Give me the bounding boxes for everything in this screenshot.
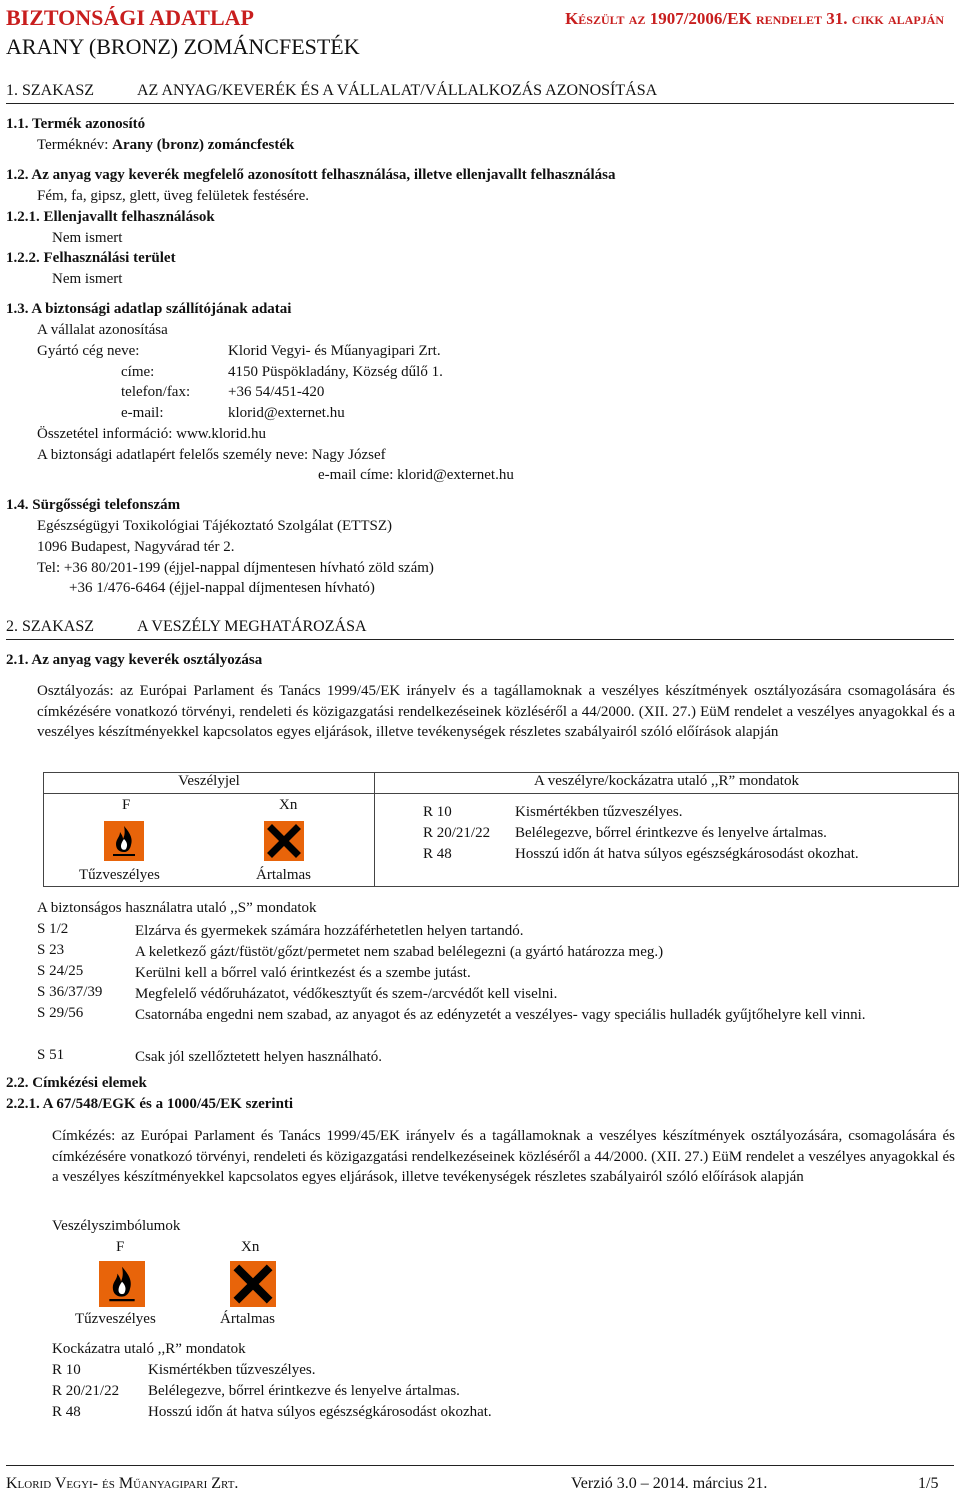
s-phrase-text: Megfelelő védőruházatot, védőkesztyűt és szem-/arcvédőt kell viselni. [135, 986, 558, 1002]
s-phrase-code: S 1/2 [37, 921, 69, 937]
s-phrase-text: Elzárva és gyermekek számára hozzáférhetetlen helyen tartandó. [135, 923, 524, 939]
emergency-service: Egészségügyi Toxikológiai Tájékoztató Szolgálat (ETTSZ) [37, 518, 392, 534]
label-symbol-xn-code: Xn [241, 1239, 260, 1255]
contraindicated-value: Nem ismert [52, 230, 123, 246]
label-r-phrase-text: Belélegezve, bőrrel érintkezve és lenyelve ártalmas. [148, 1383, 460, 1399]
label-r-phrase-code: R 20/21/22 [52, 1383, 120, 1399]
section1-title: AZ ANYAG/KEVERÉK ÉS A VÁLLALAT/VÁLLALKOZÁS AZONOSÍTÁSA [137, 82, 658, 99]
label-symbol-f-code: F [116, 1239, 125, 1255]
r-phrase-text: Hosszú időn át hatva súlyos egészségkárosodást okozhat. [515, 846, 859, 862]
table-header-r-text: A veszélyre/kockázatra utaló ,,R” mondatok [534, 773, 799, 789]
section1-divider [6, 103, 954, 104]
footer-version: Verzió 3.0 – 2014. március 21. [571, 1475, 768, 1492]
heading-1-2-2: 1.2.2. Felhasználási terület [6, 250, 176, 266]
heading-1-1: 1.1. Termék azonosító [6, 116, 146, 132]
heading-1-2-1: 1.2.1. Ellenjavallt felhasználások [6, 209, 215, 225]
product-name-line [37, 137, 294, 154]
label-flame-icon [99, 1261, 145, 1307]
table-header-symbol [44, 773, 375, 794]
section2-number: 2. SZAKASZ [6, 618, 95, 635]
s-phrase-code: S 24/25 [37, 963, 84, 979]
maker-label: Gyártó cég neve: [37, 343, 140, 359]
symbol-xn-name: Ártalmas [256, 867, 311, 883]
emergency-address: 1096 Budapest, Nagyvárad tér 2. [37, 539, 235, 555]
heading-2-2-1: 2.2.1. A 67/548/EGK és a 1000/45/EK szerinti [6, 1096, 294, 1112]
heading-1-3: 1.3. A biztonsági adatlap szállítójának adatai [6, 301, 292, 317]
s-phrase-code: S 51 [37, 1046, 65, 1063]
emergency-phone-1: Tel: +36 80/201-199 (éjjel-nappal díjmentesen hívható zöld szám) [37, 560, 434, 576]
symbol-f-code: F [122, 797, 131, 813]
table-header-r [375, 773, 959, 794]
r-phrase-code: R 48 [423, 846, 452, 862]
s-phrase-text: Csak jól szellőztetett helyen használható. [135, 1048, 383, 1065]
footer-page: 1/5 [918, 1475, 939, 1492]
harmful-x-icon [264, 821, 304, 861]
heading-1-2: 1.2. Az anyag vagy keverék megfelelő azonosított felhasználása, illetve ellenjavallt felhasználása [6, 167, 616, 183]
s-phrase-text: A keletkező gázt/füstöt/gőzt/permetet nem szabad belélegezni (a gyártó határozza meg.) [135, 944, 664, 960]
table-symbols-cell [44, 794, 375, 887]
footer-divider [6, 1465, 954, 1466]
section2-title: A VESZÉLY MEGHATÁROZÁSA [137, 618, 367, 635]
intended-use: Fém, fa, gipsz, glett, üveg felületek festésére. [37, 188, 309, 204]
label-symbol-f-name: Tűzveszélyes [75, 1311, 156, 1327]
responsible-email: e-mail címe: klorid@externet.hu [318, 467, 514, 483]
r-phrase-text: Belélegezve, bőrrel érintkezve és lenyelve ártalmas. [515, 825, 827, 841]
section1-number: 1. SZAKASZ [6, 82, 95, 99]
label-r-phrase-text: Hosszú időn át hatva súlyos egészségkárosodást okozhat. [148, 1404, 492, 1420]
phone-label: telefon/fax: [121, 384, 191, 400]
label-symbol-xn-name: Ártalmas [220, 1311, 275, 1327]
s-phrase-code: S 29/56 [37, 1005, 84, 1021]
label-r-phrase-text: Kismértékben tűzveszélyes. [148, 1362, 316, 1378]
s-phrases-title: A biztonságos használatra utaló ,,S” mondatok [37, 900, 317, 916]
table-r-cell [375, 794, 959, 887]
table-header-symbol-text: Veszélyjel [178, 773, 240, 789]
classification-text: Osztályozás: az Európai Parlament és Tanács 1999/45/EK irányelv és a tagállamoknak a veszélyes készítmények osztályozására csomagolására és címkézésére vonatkozó törvényi, rendeleti és közigazgatási rendelkezéseinek közléséről a 44/2000. (XII. 27.) EüM rendelet a veszélyes anyagokkal és a veszélyes készítményekkel kapcsolatos egyes eljárások, illetve tevékenységek részletes szabályairól szóló előírások alapján [37, 683, 955, 740]
s-phrase-text: Csatornába engedni nem szabad, az anyagot és az edényzetét a veszélyes- vagy speciális hulladék gyűjtőhelyre kell vinni. [135, 1007, 866, 1023]
emergency-phone-2: +36 1/476-6464 (éjjel-nappal díjmentesen hívható) [69, 580, 375, 596]
s-phrase-code: S 36/37/39 [37, 984, 103, 1000]
r-phrase-code: R 10 [423, 804, 452, 820]
footer-company: Klorid Vegyi- és Műanyagipari Zrt. [6, 1475, 239, 1492]
label-r-title: Kockázatra utaló ,,R” mondatok [52, 1341, 246, 1357]
composition-info: Összetétel információ: www.klorid.hu [37, 426, 266, 442]
s-phrase-text: Kerülni kell a bőrrel való érintkezést és a szembe jutást. [135, 965, 471, 981]
label-harmful-x-icon [230, 1261, 276, 1307]
r-phrase-code: R 20/21/22 [423, 825, 491, 841]
address-value: 4150 Püspökladány, Község dűlő 1. [228, 364, 443, 380]
s-phrase-code: S 23 [37, 942, 65, 958]
doc-title: BIZTONSÁGI ADATLAP [6, 5, 254, 30]
label-r-phrase-code: R 48 [52, 1404, 81, 1420]
r-phrase-text: Kismértékben tűzveszélyes. [515, 804, 683, 820]
symbol-f-name: Tűzveszélyes [79, 867, 160, 883]
product-heading: ARANY (BRONZ) ZOMÁNCFESTÉK [6, 34, 360, 59]
email-value[interactable]: klorid@externet.hu [228, 405, 345, 421]
product-name-value: Arany (bronz) zománcfesték [112, 137, 295, 153]
maker-value: Klorid Vegyi- és Műanyagipari Zrt. [228, 343, 441, 359]
responsible-person: A biztonsági adatlapért felelős személy neve: Nagy József [37, 447, 386, 463]
address-label: címe: [121, 364, 155, 380]
symbols-title: Veszélyszimbólumok [52, 1218, 181, 1234]
flame-icon [104, 821, 144, 861]
heading-2-2: 2.2. Címkézési elemek [6, 1075, 147, 1091]
heading-1-4: 1.4. Sürgősségi telefonszám [6, 497, 181, 513]
use-area-value: Nem ismert [52, 271, 123, 287]
email-label: e-mail: [121, 405, 164, 421]
product-name-label: Terméknév: [37, 137, 113, 153]
hazard-table [43, 772, 959, 887]
heading-2-1: 2.1. Az anyag vagy keverék osztályozása [6, 652, 263, 668]
company-id: A vállalat azonosítása [37, 322, 168, 338]
phone-value: +36 54/451-420 [228, 384, 325, 400]
labelling-text: Címkézés: az Európai Parlament és Tanács 1999/45/EK irányelv és a tagállamoknak a veszélyes készítmények osztályozására, csomagolására és címkézésére vonatkozó törvényi, rendeleti és közigazgatási rendelkezéseinek közléséről a 44/2000. (XII. 27.) EüM rendelet a veszélyes anyagokkal és a veszélyes készítményekkel kapcsolatos egyes eljárások, illetve tevékenységek részletes szabályairól szóló előírások alapján [52, 1128, 955, 1185]
label-r-phrase-code: R 10 [52, 1362, 81, 1378]
regulation-note: Készült az 1907/2006/EK rendelet 31. cikk alapján [565, 9, 944, 28]
section2-divider [6, 639, 954, 640]
symbol-xn-code: Xn [279, 797, 298, 813]
